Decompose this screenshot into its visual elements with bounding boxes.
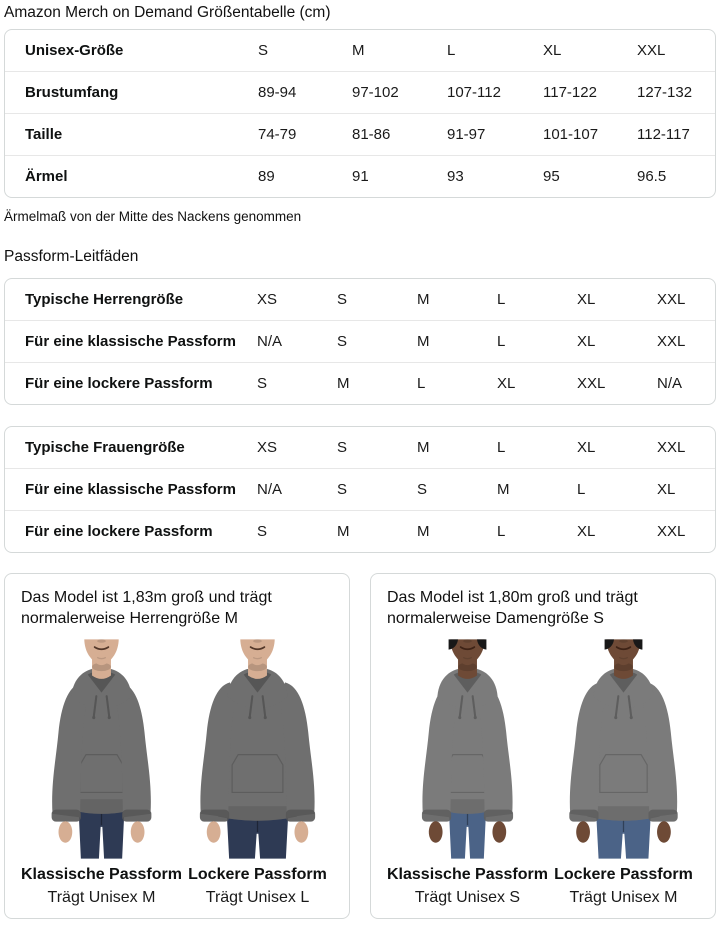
size-cell: XL xyxy=(577,439,596,456)
classic-fit-column xyxy=(21,639,182,909)
table-row xyxy=(5,468,715,510)
size-cell: M xyxy=(417,291,430,308)
size-cell: L xyxy=(577,481,586,498)
size-cell: N/A xyxy=(257,333,283,350)
fit-name-label: Lockere Passform xyxy=(188,866,327,883)
fit-name-label: Klassische Passform xyxy=(21,866,182,883)
size-cell: XXL xyxy=(657,439,686,456)
size-cell: S xyxy=(337,439,348,456)
size-cell: 117-122 xyxy=(543,84,597,101)
womens-fit-table xyxy=(4,426,716,553)
size-cell: XL xyxy=(497,375,516,392)
fit-photos-row xyxy=(387,639,699,909)
size-cell: 91 xyxy=(352,168,369,185)
row-label: Für eine klassische Passform xyxy=(25,333,236,350)
size-cell: M xyxy=(352,42,365,59)
size-cell: 127-132 xyxy=(637,84,693,101)
row-label: Typische Herrengröße xyxy=(25,291,184,308)
size-cell: 74-79 xyxy=(258,126,297,143)
model-photo-loose-fit xyxy=(193,639,322,859)
fit-name-label: Lockere Passform xyxy=(554,866,693,883)
table-row xyxy=(5,30,715,71)
size-cell: 101-107 xyxy=(543,126,599,143)
table-row xyxy=(5,71,715,113)
row-label: Für eine lockere Passform xyxy=(25,375,213,392)
model-card-women xyxy=(370,573,716,919)
model-photo-classic-fit xyxy=(403,639,532,859)
classic-fit-column xyxy=(387,639,548,909)
size-cell: S xyxy=(257,523,268,540)
loose-fit-column xyxy=(548,639,699,909)
model-description: Das Model ist 1,83m groß und trägt normalerweise Herrengröße M xyxy=(21,589,272,627)
size-cell: L xyxy=(447,42,456,59)
size-cell: L xyxy=(417,375,426,392)
worn-size-label: Trägt Unisex M xyxy=(569,889,678,906)
size-cell: S xyxy=(257,375,268,392)
size-cell: N/A xyxy=(657,375,683,392)
loose-fit-column xyxy=(182,639,333,909)
page-title: Amazon Merch on Demand Größentabelle (cm) xyxy=(4,4,331,21)
table-row xyxy=(5,510,715,552)
table-row xyxy=(5,362,715,404)
size-cell: XXL xyxy=(577,375,606,392)
worn-size-label: Trägt Unisex L xyxy=(205,889,310,906)
size-cell: 97-102 xyxy=(352,84,399,101)
size-cell: L xyxy=(497,291,506,308)
size-cell: L xyxy=(497,333,506,350)
size-cell: S xyxy=(337,481,348,498)
table-row xyxy=(5,279,715,320)
size-cell: M xyxy=(337,375,350,392)
size-cell: 93 xyxy=(447,168,464,185)
fit-photos-row xyxy=(21,639,333,909)
row-label: Ärmel xyxy=(25,168,68,185)
size-cell: 107-112 xyxy=(447,84,501,101)
row-label: Für eine lockere Passform xyxy=(25,523,213,540)
size-cell: M xyxy=(497,481,510,498)
size-cell: XS xyxy=(257,291,278,308)
size-cell: XXL xyxy=(657,291,686,308)
size-cell: XXL xyxy=(637,42,666,59)
row-label: Typische Frauengröße xyxy=(25,439,185,456)
fit-name-label: Klassische Passform xyxy=(387,866,548,883)
size-cell: M xyxy=(417,333,430,350)
size-cell: 95 xyxy=(543,168,560,185)
row-label: Taille xyxy=(25,126,63,143)
size-cell: 112-117 xyxy=(637,126,690,143)
unisex-size-table xyxy=(4,29,716,198)
model-description: Das Model ist 1,80m groß und trägt normalerweise Damengröße S xyxy=(387,589,638,627)
size-cell: 89-94 xyxy=(258,84,297,101)
size-cell: L xyxy=(497,439,506,456)
size-cell: M xyxy=(337,523,350,540)
table-row xyxy=(5,320,715,362)
size-cell: S xyxy=(337,291,348,308)
size-cell: M xyxy=(417,523,430,540)
size-cell: S xyxy=(337,333,348,350)
worn-size-label: Trägt Unisex S xyxy=(414,889,521,906)
size-cell: S xyxy=(417,481,428,498)
size-cell: XXL xyxy=(657,523,686,540)
size-cell: XL xyxy=(577,523,596,540)
size-cell: 81-86 xyxy=(352,126,391,143)
model-photo-loose-fit xyxy=(559,639,688,859)
size-cell: M xyxy=(417,439,430,456)
size-cell: XXL xyxy=(657,333,686,350)
model-card-men xyxy=(4,573,350,919)
size-cell: XL xyxy=(657,481,676,498)
table-row xyxy=(5,113,715,155)
size-cell: S xyxy=(258,42,269,59)
size-cell: 89 xyxy=(258,168,275,185)
size-cell: 96.5 xyxy=(637,168,667,185)
mens-fit-table xyxy=(4,278,716,405)
table-row xyxy=(5,155,715,197)
row-label: Unisex-Größe xyxy=(25,42,124,59)
fit-guides-title: Passform-Leitfäden xyxy=(4,248,139,265)
size-cell: N/A xyxy=(257,481,283,498)
worn-size-label: Trägt Unisex M xyxy=(47,889,156,906)
size-cell: XL xyxy=(543,42,562,59)
sleeve-measure-note: Ärmelmaß von der Mitte des Nackens genommen xyxy=(4,209,302,224)
size-cell: L xyxy=(497,523,506,540)
size-cell: 91-97 xyxy=(447,126,486,143)
size-cell: XL xyxy=(577,333,596,350)
row-label: Brustumfang xyxy=(25,84,119,101)
size-cell: XS xyxy=(257,439,278,456)
row-label: Für eine klassische Passform xyxy=(25,481,236,498)
model-cards-row xyxy=(4,573,716,919)
size-cell: XL xyxy=(577,291,596,308)
table-row xyxy=(5,427,715,468)
model-photo-classic-fit xyxy=(37,639,166,859)
